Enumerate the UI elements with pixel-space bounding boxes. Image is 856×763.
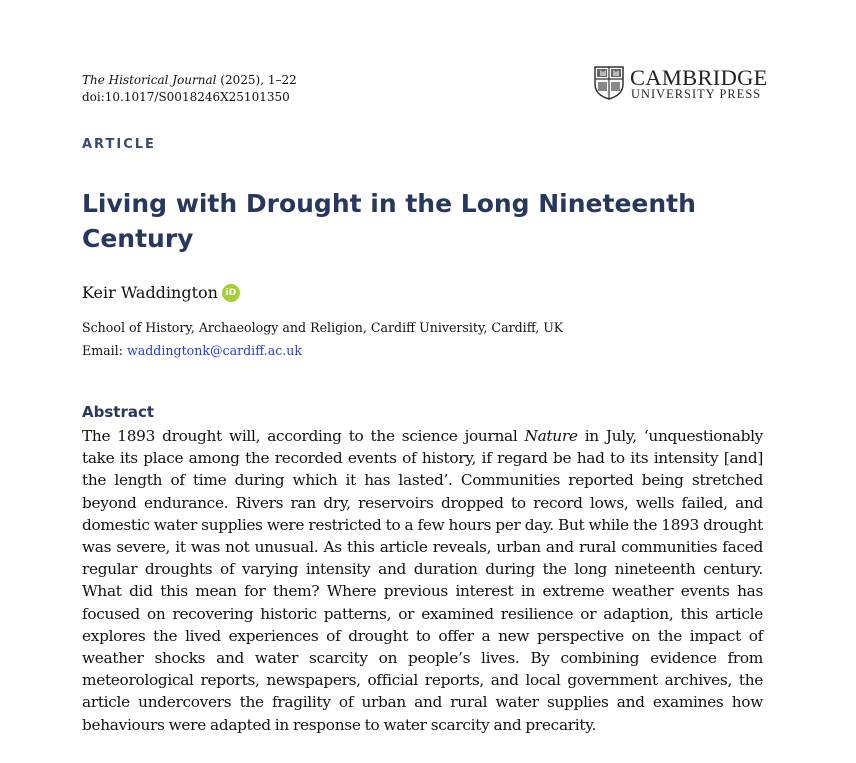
- publisher-logo: [594, 65, 768, 102]
- doi[interactable]: doi:10.1017/S0018246X25101350: [82, 90, 290, 104]
- journal-name: The Historical Journal: [82, 73, 217, 87]
- author: [82, 283, 240, 302]
- journal-year-pages: (2025), 1–22: [216, 73, 297, 87]
- author-name[interactable]: Keir Waddington: [82, 283, 218, 302]
- section-label: ARTICLE: [82, 137, 156, 152]
- email-line: [82, 343, 302, 358]
- publisher-subname: UNIVERSITY PRESS: [631, 87, 762, 101]
- affiliation: School of History, Archaeology and Religion, Cardiff University, Cardiff, UK: [82, 320, 564, 335]
- abstract-text-part1: The 1893 drought will, according to the science journal: [82, 427, 525, 445]
- email-label: Email:: [82, 343, 127, 358]
- article-title: Living with Drought in the Long Nineteenth Century: [82, 189, 696, 253]
- publisher-name: CAMBRIDGE: [630, 65, 768, 90]
- orcid-icon[interactable]: iD: [222, 284, 240, 302]
- abstract-heading: Abstract: [82, 403, 155, 421]
- cambridge-shield-icon: [594, 66, 624, 100]
- abstract-italic-nature: Nature: [524, 427, 578, 445]
- email-link[interactable]: waddingtonk@cardiff.ac.uk: [126, 343, 303, 358]
- abstract-text-part2: in July, ‘unquestionably take its place among the recorded events of history, if regard be had to its intensity [and] the length of time during which it has lasted’. Communities reported being stretched beyond endurance. Rivers ran dry, reservoirs dropped to record lows, wells failed, and domestic water supplies were restricted to a few hours per day. But while the 1893 drought was severe, it was not unusual. As this article reveals, urban and rural communities faced regular droughts of varying intensity and duration during the long nineteenth century. What did this mean for them? Where previous interest in extreme weather events has focused on recovering historic patterns, or examined resilience or adaption, this article explores the lived experiences of drought to offer a new perspective on the impact of weather shocks and water scarcity on people’s lives. By combining evidence from meteorological reports, newspapers, official reports, and local government archives, the article undercovers the fragility of urban and rural water supplies and examines how behaviours were adapted in response to water scarcity and precarity.: [82, 427, 764, 734]
- journal-citation: [82, 72, 297, 106]
- abstract-text: [82, 425, 763, 736]
